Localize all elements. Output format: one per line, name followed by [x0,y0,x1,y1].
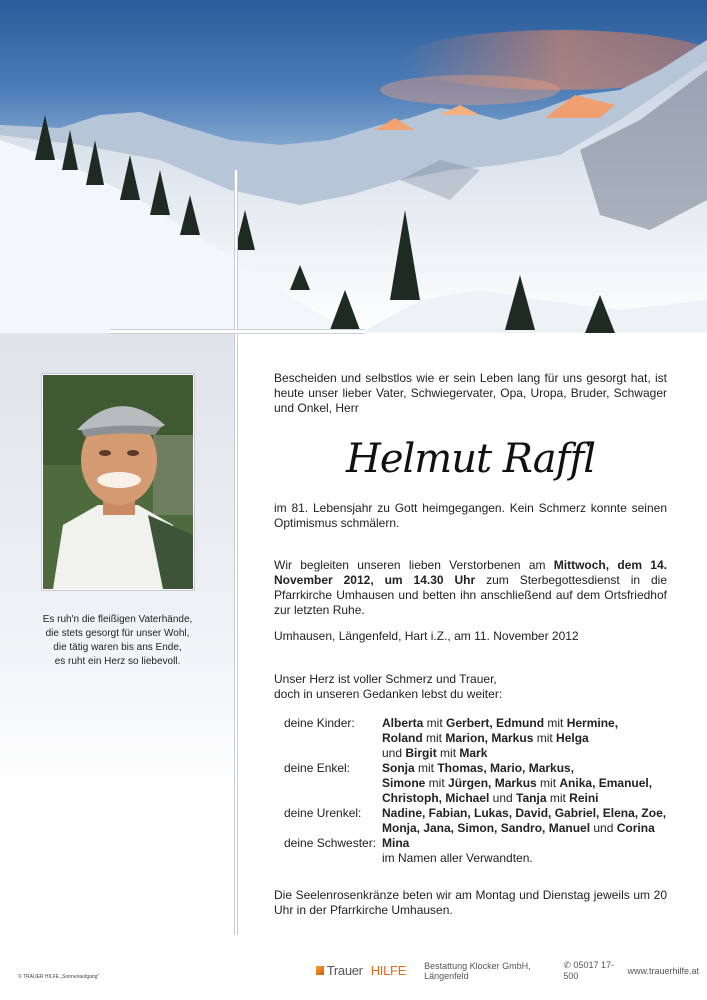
cross-vertical-beam [234,170,238,935]
heart-line: Unser Herz ist voller Schmerz und Trauer, [274,672,497,686]
heart-text [274,672,667,702]
mourners-label: deine Urenkel: [284,806,362,820]
copyright-note: © TRAUER HILFE „Sonnenaufgang" [18,974,100,980]
poem-line: die tätig waren bis ans Ende, [53,642,182,653]
age-paragraph: im 81. Lebensjahr zu Gott heimgegangen. Kein Schmerz konnte seinen Optimismus schmälern. [274,501,667,530]
footer [316,960,707,981]
mourners-label: deine Kinder: [284,716,355,730]
mourners-label: deine Schwester: [284,836,377,850]
mourners-greatgrandchildren [284,806,674,836]
mourners-sister [284,836,674,866]
poem [20,613,215,669]
trauerhilfe-logo-icon [316,966,324,975]
mourners-names: Alberta mit Gerbert, Edmund mit Hermine, Roland mit Marion, Markus mit Helga und Birgit mit Mark [382,716,619,760]
poem-line: es ruht ein Herz so liebevoll. [54,656,181,667]
portrait-photo [42,374,194,590]
funeral-text-after: zum Sterbegottesdienst in die Pfarrkirche Umhausen und betten ihn anschließend auf dem Ortsfriedhof zur letzten Ruhe. [274,573,667,617]
header-landscape-image [0,0,707,333]
mourners-list [284,716,674,866]
company-name: Bestattung Klocker GmbH, Längenfeld [424,960,531,981]
poem-line: die stets gesorgt für unser Wohl, [45,628,190,639]
mourners-names: Mina im Namen aller Verwandten. [382,836,533,865]
mourners-label: deine Enkel: [284,761,351,775]
cross-horizontal-beam [110,329,365,334]
poem-line: Es ruh'n die fleißigen Vaterhände, [42,614,193,625]
relatives-line: im Namen aller Verwandten. [382,851,533,865]
rosary-paragraph: Die Seelenrosenkränze beten wir am Montag und Dienstag jeweils um 20 Uhr in der Pfarrkirche Umhausen. [274,888,667,917]
mourners-names: Nadine, Fabian, Lukas, David, Gabriel, Elena, Zoe, Monja, Jana, Simon, Sandro, Manuel und Corina [382,806,667,835]
funeral-date: Mittwoch, dem 14. November 2012, um 14.30 Uhr [274,558,667,587]
funeral-text-before: Wir begleiten unseren lieben Verstorbenen am [274,558,554,572]
mourners-children [284,716,674,761]
funeral-paragraph [274,558,667,618]
place-date: Umhausen, Längenfeld, Hart i.Z., am 11. November 2012 [274,629,579,643]
mourners-names: Sonja mit Thomas, Mario, Markus, Simone mit Jürgen, Markus mit Anika, Emanuel, Christoph, Michael und Tanja mit Reini [382,761,653,805]
mourners-grandchildren [284,761,674,806]
trauerhilfe-logo: Trauer HILFE [326,963,407,978]
heart-line: doch in unseren Gedanken lebst du weiter: [274,687,503,701]
deceased-name: Helmut Raffl [345,436,596,482]
phone-number: ✆ 05017 17-500 [563,960,614,981]
intro-paragraph: Bescheiden und selbstlos wie er sein Leben lang für uns gesorgt hat, ist heute unser lieber Vater, Schwiegervater, Opa, Uropa, Bruder, Schwager und Onkel, Herr [274,371,667,415]
website-link[interactable]: www.trauerhilfe.at [627,965,699,976]
